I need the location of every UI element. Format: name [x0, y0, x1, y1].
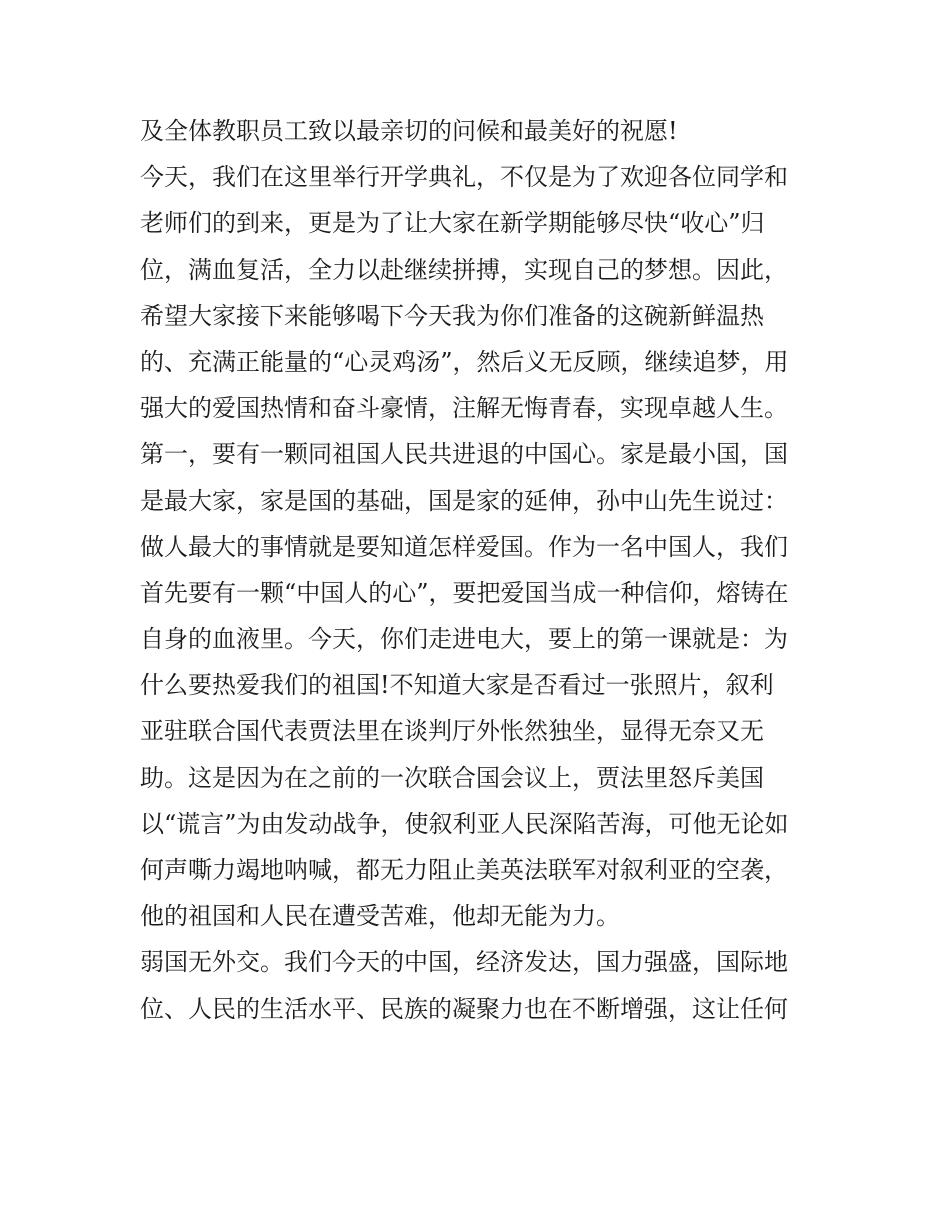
- text-line: 什么要热爱我们的祖国!不知道大家是否看过一张照片，叙利: [140, 671, 774, 700]
- text-line: 是最大家，家是国的基础，国是家的延伸，孙中山先生说过：: [140, 486, 788, 515]
- text-line: 亚驻联合国代表贾法里在谈判厅外怅然独坐，显得无奈又无: [140, 717, 764, 746]
- text-line: 第一，要有一颗同祖国人民共进退的中国心。家是最小国，国: [140, 440, 788, 469]
- text-line: 他的祖国和人民在遭受苦难，他却无能为力。: [140, 902, 620, 931]
- text-line: 助。这是因为在之前的一次联合国会议上，贾法里怒斥美国: [140, 763, 764, 792]
- body-text: [140, 108, 820, 1032]
- text-line: 位、人民的生活水平、民族的凝聚力也在不断增强，这让任何: [140, 994, 788, 1023]
- text-line: 老师们的到来，更是为了让大家在新学期能够尽快“收心”归: [140, 209, 765, 238]
- text-line: 自身的血液里。今天，你们走进电大，要上的第一课就是：为: [140, 625, 788, 654]
- text-line: 希望大家接下来能够喝下今天我为你们准备的这碗新鲜温热: [140, 301, 764, 330]
- text-line: 以“谎言”为由发动战争，使叙利亚人民深陷苦海，可他无论如: [140, 809, 789, 838]
- text-line: 及全体教职员工致以最亲切的问候和最美好的祝愿!: [140, 117, 678, 145]
- text-line: 弱国无外交。我们今天的中国，经济发达，国力强盛，国际地: [140, 948, 788, 977]
- text-line: 强大的爱国热情和奋斗豪情，注解无悔青春，实现卓越人生。: [140, 394, 788, 423]
- text-line: 首先要有一颗“中国人的心”，要把爱国当成一种信仰，熔铸在: [140, 578, 789, 607]
- text-line: 何声嘶力竭地呐喊，都无力阻止美英法联军对叙利亚的空袭，: [140, 856, 788, 884]
- text-line: 的、充满正能量的“心灵鸡汤”，然后义无反顾，继续追梦，用: [140, 347, 789, 376]
- text-line: 位，满血复活，全力以赴继续拼搏，实现自己的梦想。因此，: [140, 255, 788, 284]
- text-line: 今天，我们在这里举行开学典礼，不仅是为了欢迎各位同学和: [140, 163, 788, 192]
- text-line: 做人最大的事情就是要知道怎样爱国。作为一名中国人，我们: [140, 532, 788, 561]
